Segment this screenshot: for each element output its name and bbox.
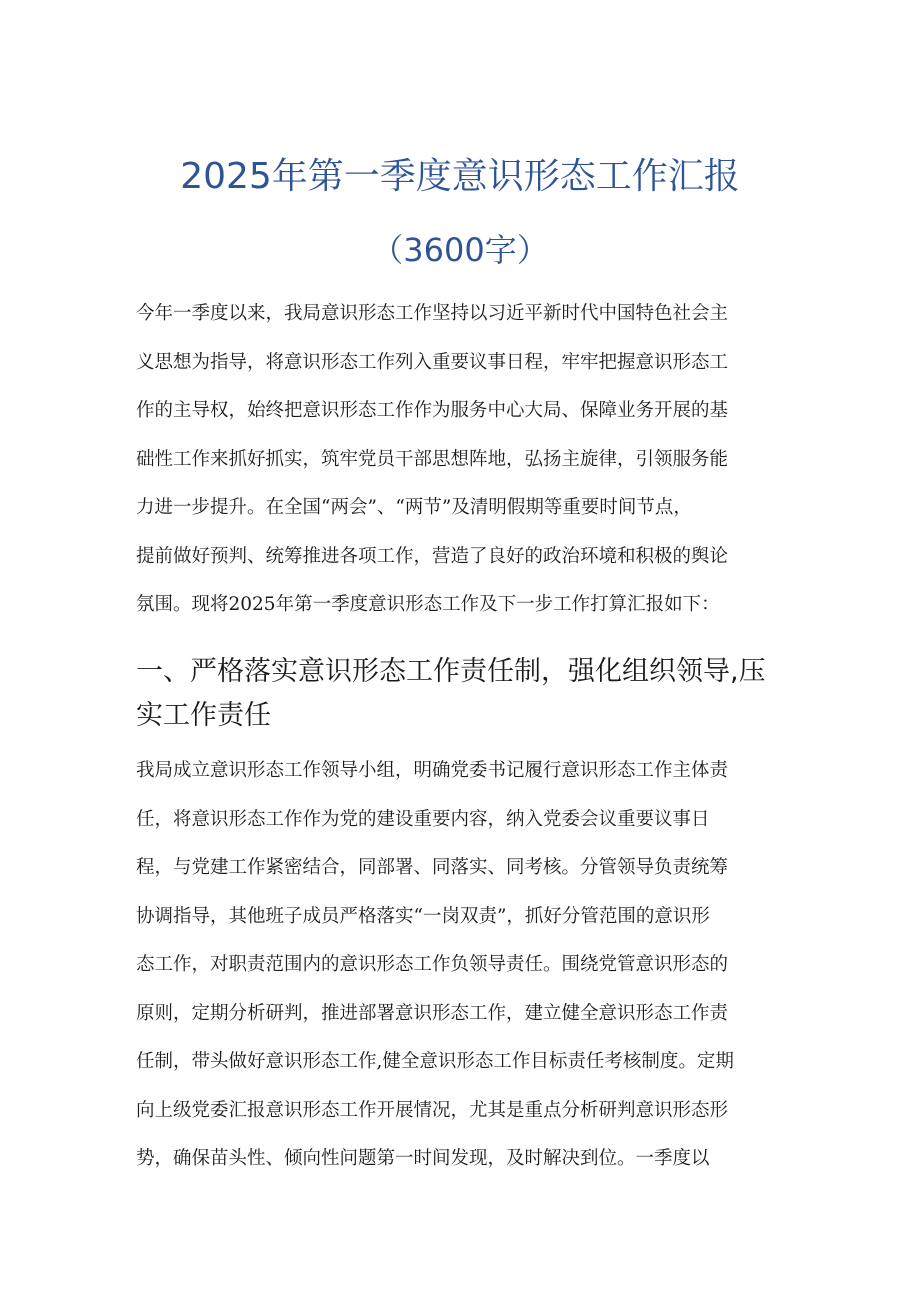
section-line: 态工作，对职责范围内的意识形态工作负领导责任。围绕党管意识形态的 bbox=[136, 954, 729, 975]
section-line: 协调指导，其他班子成员严格落实“一岗双责”，抓好分管范围的意识形 bbox=[136, 905, 710, 927]
section-line: 原则，定期分析研判，推进部署意识形态工作，建立健全意识形态工作责 bbox=[136, 1002, 729, 1024]
intro-line: 义思想为指导，将意识形态工作列入重要议事日程，牢牢把握意识形态工 bbox=[136, 351, 729, 373]
intro-line: 础性工作来抓好抓实，筑牢党员干部思想阵地，弘扬主旋律，引领服务能 bbox=[136, 448, 729, 470]
section-line: 任，将意识形态工作作为党的建设重要内容，纳入党委会议重要议事日 bbox=[136, 808, 710, 830]
document-subtitle: （3600字） bbox=[371, 231, 549, 269]
intro-line: 力进一步提升。在全国“两会”、“两节”及清明假期等重要时间节点， bbox=[136, 497, 692, 518]
section-line: 程，与党建工作紧密结合，同部署、同落实、同考核。分管领导负责统筹 bbox=[136, 857, 729, 878]
intro-paragraph bbox=[136, 290, 788, 630]
document-title: 2025年第一季度意识形态工作汇报 bbox=[180, 156, 740, 197]
section-heading-line: 一、严格落实意识形态工作责任制，强化组织领导,压 bbox=[136, 656, 766, 687]
section-line: 势，确保苗头性、倾向性问题第一时间发现，及时解决到位。一季度以 bbox=[136, 1148, 710, 1169]
intro-line: 氛围。现将2025年第一季度意识形态工作及下一步工作打算汇报如下： bbox=[136, 594, 720, 615]
section-heading-line: 实工作责任 bbox=[136, 700, 271, 731]
section-line: 我局成立意识形态工作领导小组，明确党委书记履行意识形态工作主体责 bbox=[136, 760, 729, 781]
section-heading bbox=[136, 650, 796, 738]
section-line: 向上级党委汇报意识形态工作开展情况，尤其是重点分析研判意识形态形 bbox=[136, 1099, 729, 1121]
section-paragraph bbox=[136, 747, 788, 1184]
intro-line: 今年一季度以来，我局意识形态工作坚持以习近平新时代中国特色社会主 bbox=[136, 303, 729, 324]
section-line: 任制，带头做好意识形态工作,健全意识形态工作目标责任考核制度。定期 bbox=[136, 1051, 734, 1072]
intro-line: 提前做好预判、统筹推进各项工作，营造了良好的政治环境和积极的舆论 bbox=[136, 545, 729, 567]
intro-line: 作的主导权，始终把意识形态工作作为服务中心大局、保障业务开展的基 bbox=[136, 400, 729, 421]
